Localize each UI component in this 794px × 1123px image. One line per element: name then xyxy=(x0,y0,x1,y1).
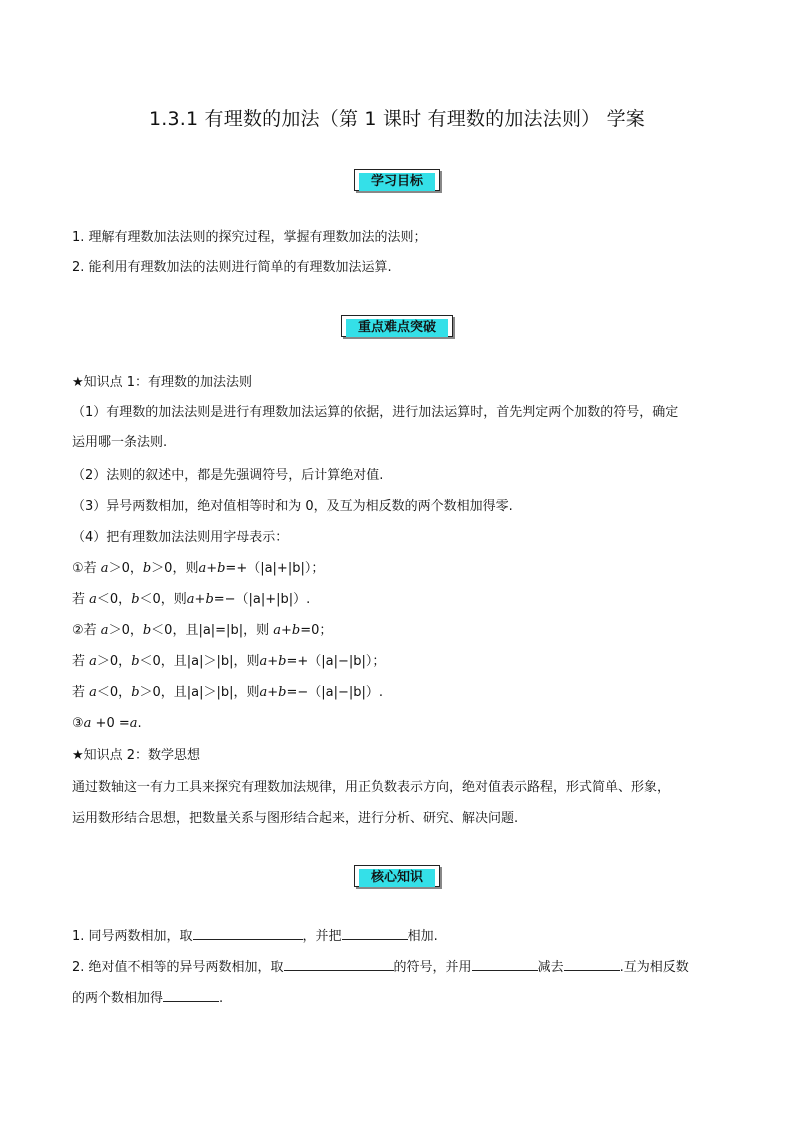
goal-item-2: 2. 能利用有理数加法的法则进行简单的有理数加法运算. xyxy=(72,260,392,275)
page-title: 1.3.1 有理数的加法（第 1 课时 有理数的加法法则） 学案 xyxy=(148,108,646,130)
kp1-p4: （4）把有理数加法法则用字母表示： xyxy=(72,530,289,545)
formula-line-2: 若 a＜0，b＜0，则a+b=−（|a|+|b|）. xyxy=(72,592,311,607)
kp1-p1-b: 运用哪一条法则. xyxy=(72,435,168,450)
core-question-1: 1. 同号两数相加，取 ，并把 相加. xyxy=(72,925,732,946)
section-core-label: 核心知识 xyxy=(359,869,435,887)
section-keypoints-tag xyxy=(341,315,453,337)
formula-line-4: 若 a＞0，b＜0，且|a|＞|b|，则a+b=+（|a|−|b|）； xyxy=(72,654,386,669)
section-core-tag xyxy=(354,865,440,887)
answer-blank xyxy=(472,956,538,971)
answer-blank xyxy=(163,987,219,1002)
core-question-2-line-2: 的两个数相加得 . xyxy=(72,987,732,1008)
formula-line-1: ①若 a＞0，b＞0，则a+b=+（|a|+|b|）； xyxy=(72,561,325,576)
kp1-heading: ★知识点 1：有理数的加法法则 xyxy=(72,375,253,390)
answer-blank xyxy=(564,956,620,971)
answer-blank xyxy=(342,925,408,940)
section-keypoints-label: 重点难点突破 xyxy=(346,319,448,337)
core-question-2-line-1: 2. 绝对值不相等的异号两数相加，取 的符号，并用 减去 .互为相反数 xyxy=(72,956,732,977)
kp2-heading: ★知识点 2：数学思想 xyxy=(72,748,201,763)
kp1-p1-a: （1）有理数的加法法则是进行有理数加法运算的依据，进行加法运算时，首先判定两个加数的符号，确定 xyxy=(72,405,679,420)
kp2-p2: 运用数形结合思想，把数量关系与图形结合起来，进行分析、研究、解决问题. xyxy=(72,811,519,826)
answer-blank xyxy=(193,925,303,940)
kp1-p3: （3）异号两数相加，绝对值相等时和为 0，及互为相反数的两个数相加得零. xyxy=(72,499,513,514)
formula-line-3: ②若 a＞0，b＜0，且|a|=|b|，则 a+b=0； xyxy=(72,623,333,638)
answer-blank xyxy=(284,956,394,971)
goal-item-1: 1. 理解有理数加法法则的探究过程，掌握有理数加法的法则； xyxy=(72,230,427,245)
formula-line-6: ③a +0 =a. xyxy=(72,716,142,731)
kp1-p2: （2）法则的叙述中，都是先强调符号，后计算绝对值. xyxy=(72,468,384,483)
kp2-p1: 通过数轴这一有力工具来探究有理数加法规律，用正负数表示方向，绝对值表示路程，形式简单、形象， xyxy=(72,780,671,795)
formula-line-5: 若 a＜0，b＞0，且|a|＞|b|，则a+b=−（|a|−|b|）. xyxy=(72,685,384,700)
section-goals-tag xyxy=(354,169,440,191)
section-goals-label: 学习目标 xyxy=(359,173,435,191)
